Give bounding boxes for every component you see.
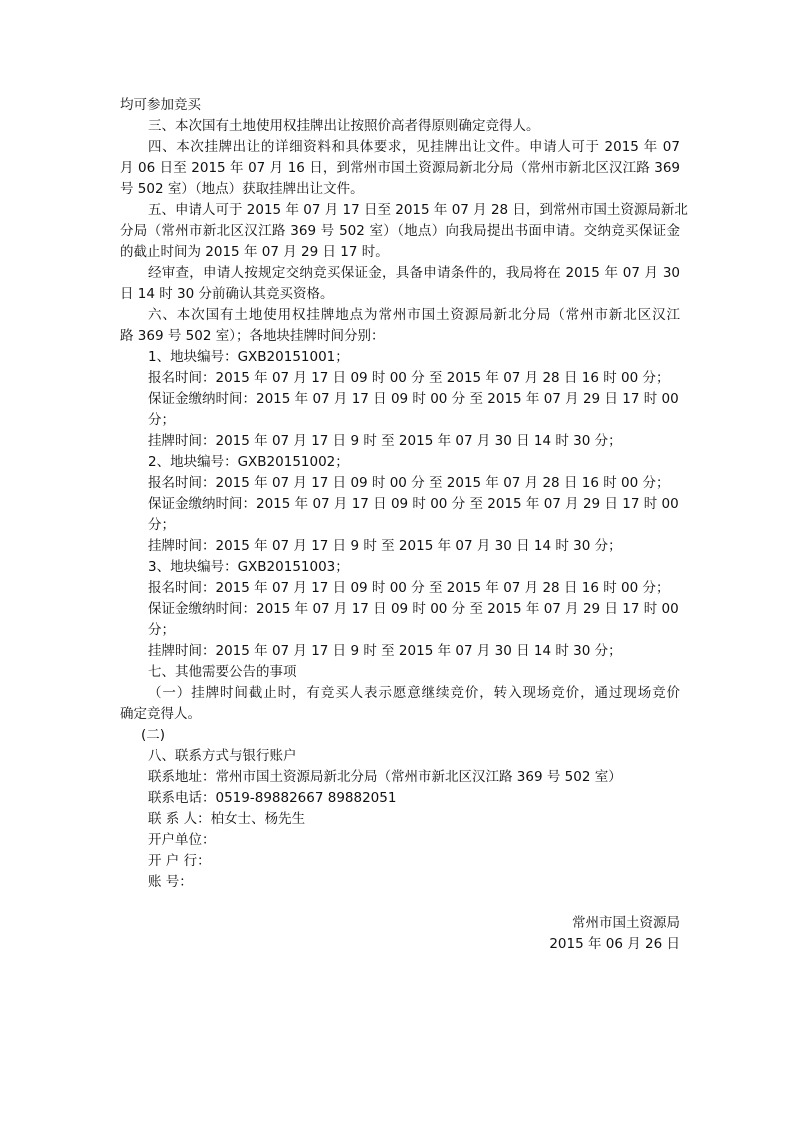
clause-7-heading: 七、其他需要公告的事项 bbox=[148, 664, 297, 680]
clause-8-heading: 八、联系方式与银行账户 bbox=[148, 748, 297, 764]
clause-4-line-1: 四、本次挂牌出让的详细资料和具体要求，见挂牌出让文件。申请人可于 2015 年 07 bbox=[148, 139, 680, 155]
clause-5-line-3: 的截止时间为 2015 年 07 月 29 日 17 时。 bbox=[120, 244, 389, 260]
parcel-1-number: 1、地块编号：GXB20151001； bbox=[148, 349, 349, 365]
account-holder: 开户单位： bbox=[148, 832, 216, 848]
clause-7-item-1-line-2: 确定竞得人。 bbox=[120, 706, 201, 722]
review-line-2: 日 14 时 30 分前确认其竞买资格。 bbox=[120, 286, 334, 302]
clause-3: 三、本次国有土地使用权挂牌出让按照价高者得原则确定竞得人。 bbox=[148, 118, 540, 134]
parcel-2-deposit-time: 保证金缴纳时间：2015 年 07 月 17 日 09 时 00 分 至 2015 年 07 月 29 日 17 时 00 bbox=[148, 496, 679, 512]
clause-7-item-1-line-1: （一）挂牌时间截止时，有竞买人表示愿意继续竞价，转入现场竞价，通过现场竞价 bbox=[148, 685, 680, 701]
review-line-1: 经审查，申请人按规定交纳竞买保证金，具备申请条件的，我局将在 2015 年 07 月 30 bbox=[148, 265, 680, 281]
account-number: 账 号： bbox=[148, 874, 193, 890]
clause-6-line-1: 六、本次国有土地使用权挂牌地点为常州市国土资源局新北分局（常州市新北区汉江 bbox=[148, 307, 680, 323]
contact-address: 联系地址：常州市国土资源局新北分局（常州市新北区汉江路 369 号 502 室） bbox=[148, 769, 622, 785]
parcel-2-registration-time: 报名时间：2015 年 07 月 17 日 09 时 00 分 至 2015 年 07 月 28 日 16 时 00 分； bbox=[148, 475, 670, 491]
parcel-2-listing-time: 挂牌时间：2015 年 07 月 17 日 9 时 至 2015 年 07 月 30 日 14 时 30 分； bbox=[148, 538, 622, 554]
signature-date: 2015 年 06 月 26 日 bbox=[549, 936, 680, 952]
bank-name: 开 户 行： bbox=[148, 853, 211, 869]
parcel-1-deposit-time-cont: 分； bbox=[148, 412, 175, 428]
parcel-1-registration-time: 报名时间：2015 年 07 月 17 日 09 时 00 分 至 2015 年 07 月 28 日 16 时 00 分； bbox=[148, 370, 670, 386]
clause-6-line-2: 路 369 号 502 室）；各地块挂牌时间分别： bbox=[120, 328, 385, 344]
parcel-3-deposit-time: 保证金缴纳时间：2015 年 07 月 17 日 09 时 00 分 至 2015 年 07 月 29 日 17 时 00 bbox=[148, 601, 679, 617]
clause-4-line-2: 月 06 日至 2015 年 07 月 16 日，到常州市国土资源局新北分局（常州市新北区汉江路 369 bbox=[120, 160, 680, 176]
clause-4-line-3: 号 502 室）（地点）获取挂牌出让文件。 bbox=[120, 181, 364, 197]
parcel-2-deposit-time-cont: 分； bbox=[148, 517, 175, 533]
contact-person: 联 系 人：柏女士、杨先生 bbox=[148, 811, 306, 827]
clause-5-line-1: 五、申请人可于 2015 年 07 月 17 日至 2015 年 07 月 28 日，到常州市国土资源局新北 bbox=[148, 202, 688, 218]
parcel-1-listing-time: 挂牌时间：2015 年 07 月 17 日 9 时 至 2015 年 07 月 30 日 14 时 30 分； bbox=[148, 433, 622, 449]
clause-5-line-2: 分局（常州市新北区汉江路 369 号 502 室）（地点）向我局提出书面申请。交纳竞买保证金 bbox=[120, 223, 680, 239]
parcel-3-listing-time: 挂牌时间：2015 年 07 月 17 日 9 时 至 2015 年 07 月 30 日 14 时 30 分； bbox=[148, 643, 622, 659]
paragraph-line: 均可参加竞买 bbox=[120, 97, 201, 113]
signature-organization: 常州市国土资源局 bbox=[572, 915, 680, 931]
clause-7-item-2: (二) bbox=[141, 727, 166, 743]
parcel-1-deposit-time: 保证金缴纳时间：2015 年 07 月 17 日 09 时 00 分 至 2015 年 07 月 29 日 17 时 00 bbox=[148, 391, 679, 407]
contact-phone: 联系电话：0519-89882667 89882051 bbox=[148, 790, 397, 806]
parcel-3-registration-time: 报名时间：2015 年 07 月 17 日 09 时 00 分 至 2015 年 07 月 28 日 16 时 00 分； bbox=[148, 580, 670, 596]
parcel-3-number: 3、地块编号：GXB20151003； bbox=[148, 559, 349, 575]
parcel-2-number: 2、地块编号：GXB20151002； bbox=[148, 454, 349, 470]
parcel-3-deposit-time-cont: 分； bbox=[148, 622, 175, 638]
